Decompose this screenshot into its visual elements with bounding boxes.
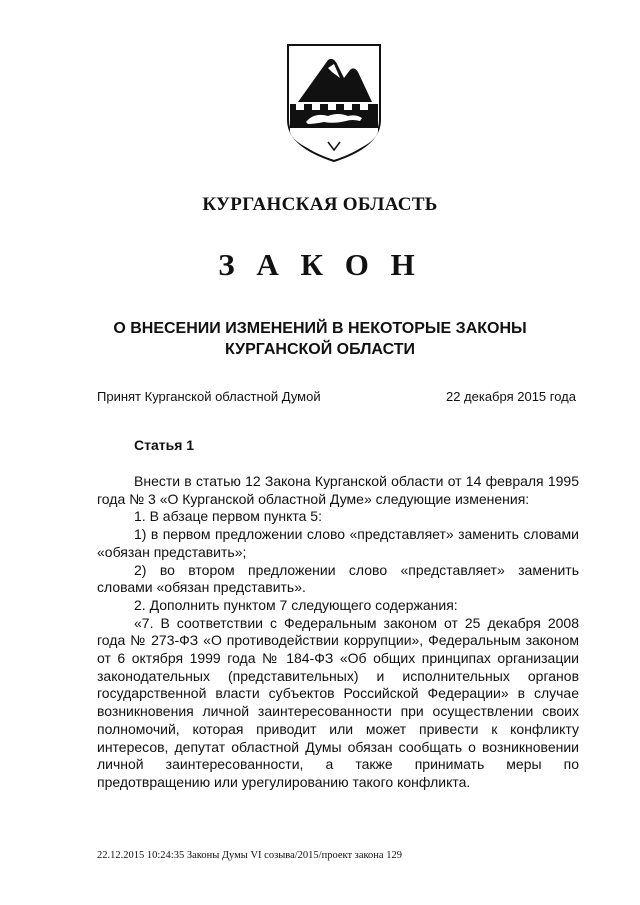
law-subject-line: КУРГАНСКОЙ ОБЛАСТИ <box>224 341 416 358</box>
paragraph: 2. Дополнить пунктом 7 следующего содержания: <box>134 596 458 613</box>
paragraph: Внести в статью 12 Закона Курганской области от 14 февраля 1995 года № 3 «О Курганской областной Думе» следующие изменения: <box>97 473 579 507</box>
paragraph: «7. В соответствии с Федеральным законом от 25 декабря 2008 года № 273-ФЗ «О противодействии коррупции», Федеральным законом от 6 октября 1999 года № 184-ФЗ «Об общих принципах организации законодательных (представительных) и исполнительных органов государственной власти субъектов Российской Федерации» в случае возникновения личной заинтересованности при осуществлении своих полномочий, которая приводит или может привести к конфликту интересов, депутат областной Думы обязан сообщать о возникновении личной заинтересованности, а также принимать меры по предотвращению или урегулированию такого конфликта. <box>97 614 579 790</box>
adoption-date: 22 декабря 2015 года <box>445 389 576 404</box>
law-subject <box>110 318 530 360</box>
paragraph: 1) в первом предложении слово «представляет» заменить словами «обязан представить»; <box>97 526 579 560</box>
paragraph: 2) во втором предложении слово «представляет» заменить словами «обязан представить». <box>97 561 579 596</box>
law-title: З А К О Н <box>218 247 422 282</box>
law-subject-line: О ВНЕСЕНИИ ИЗМЕНЕНИЙ В НЕКОТОРЫЕ ЗАКОНЫ <box>113 320 527 337</box>
region-title: КУРГАНСКАЯ ОБЛАСТЬ <box>202 194 438 215</box>
adopted-by: Принят Курганской областной Думой <box>97 389 321 404</box>
footer-stamp: 22.12.2015 10:24:35 Законы Думы VI созыва/2015/проект закона 129 <box>97 850 402 861</box>
coat-of-arms-icon <box>284 42 384 164</box>
paragraph: 1. В абзаце первом пункта 5: <box>134 508 322 525</box>
article-title: Статья 1 <box>134 437 195 453</box>
article-body <box>97 473 579 792</box>
